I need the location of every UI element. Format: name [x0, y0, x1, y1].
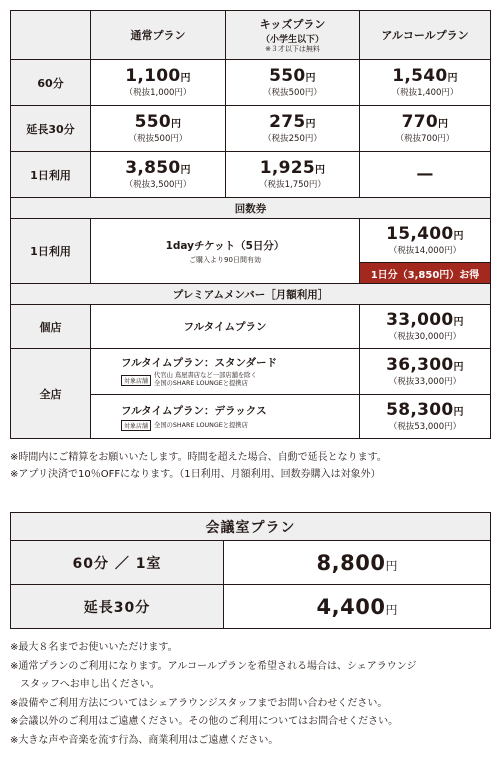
meeting-price-cell — [224, 585, 491, 629]
premium-plan-name: フルタイムプラン：スタンダード — [121, 357, 278, 369]
ticket-price-cell — [360, 219, 491, 263]
yen-unit: 円 — [180, 72, 191, 84]
ticket-section-title: 回数券 — [11, 198, 491, 219]
ticket-section-row — [11, 198, 491, 219]
yen-unit: 円 — [438, 118, 449, 130]
premium-plan-cell — [91, 349, 360, 395]
header-alcohol: アルコールプラン — [360, 11, 491, 60]
notes-top — [10, 449, 387, 483]
corner-cell — [11, 11, 91, 60]
premium-section-row — [11, 284, 491, 305]
premium-plan-cell — [91, 395, 360, 439]
meeting-row-extension — [11, 585, 491, 629]
tax-note: （税抜53,000円） — [388, 421, 462, 432]
price-cell-regular — [91, 106, 226, 152]
note-line: ※設備やご利用方法についてはシェアラウンジスタッフまでお問い合わせください。 — [10, 697, 388, 709]
premium-row-single — [11, 305, 491, 349]
price-cell-alcohol — [360, 106, 491, 152]
tax-note: （税抜1,000円） — [124, 87, 192, 98]
yen-unit: 円 — [305, 118, 316, 130]
meeting-row-label: 60分 ／ 1室 — [11, 541, 224, 585]
price-value: 1,925 — [259, 157, 315, 178]
price-value: 550 — [134, 111, 172, 132]
tax-note: （税抜1,400円） — [391, 87, 459, 98]
price-value: 33,000 — [386, 309, 454, 330]
price-value: 15,400 — [386, 223, 454, 244]
header-kids-sub: （小学生以下） — [260, 35, 324, 45]
price-value: 550 — [269, 65, 306, 86]
target-store-tag: 対象店舗 — [121, 375, 151, 386]
premium-plan-name: フルタイムプラン — [91, 305, 360, 349]
tax-note: （税抜14,000円） — [388, 245, 462, 256]
price-table — [10, 10, 491, 439]
header-regular: 通常プラン — [91, 11, 226, 60]
note-line: ※通常プランのご利用になります。アルコールプランを希望される場合は、シェアラウンジ — [10, 660, 417, 672]
note-line: ※大きな声や音楽を流す行為、商業利用はご遠慮ください。 — [10, 734, 279, 746]
header-kids-title: キッズプラン — [259, 18, 326, 31]
yen-unit: 円 — [171, 118, 182, 130]
meeting-header-row — [11, 513, 491, 541]
row-extension — [11, 106, 491, 152]
ticket-name: 1dayチケット（5日分） — [165, 239, 285, 252]
row-label: 60分 — [11, 60, 91, 106]
yen-unit: 円 — [385, 558, 398, 573]
tax-note: （税抜33,000円） — [388, 376, 462, 387]
meeting-price-cell — [224, 541, 491, 585]
not-available-dash: — — [416, 164, 434, 184]
price-value: 3,850 — [125, 157, 181, 178]
yen-unit: 円 — [453, 361, 464, 373]
tax-note: （税抜1,750円） — [259, 179, 326, 190]
meeting-row-60min — [11, 541, 491, 585]
meeting-row-label: 延長30分 — [11, 585, 224, 629]
row-1day — [11, 152, 491, 198]
price-value: 8,800 — [316, 550, 386, 575]
price-value: 58,300 — [386, 399, 454, 420]
ticket-label: 1日利用 — [11, 219, 91, 284]
tax-note: （税抜500円） — [263, 87, 322, 98]
yen-unit: 円 — [453, 230, 464, 242]
yen-unit: 円 — [385, 602, 398, 617]
premium-group-label: 全店 — [11, 349, 91, 439]
premium-plan-name: フルタイムプラン：デラックス — [121, 404, 267, 417]
note-line: ※アプリ決済で10％OFFになります。（1日利用、月額利用、回数券購入は対象外） — [10, 469, 381, 480]
meeting-room-table — [10, 512, 491, 629]
yen-unit: 円 — [447, 72, 458, 84]
price-cell-regular — [91, 152, 226, 198]
yen-unit: 円 — [305, 72, 316, 84]
target-store-tag: 対象店舗 — [121, 420, 151, 431]
meeting-title: 会議室プラン — [11, 513, 491, 541]
premium-section-title: プレミアムメンバー［月額利用］ — [11, 284, 491, 305]
target-store-text: 代官山 蔦屋書店など一部店舗を除く 全国のSHARE LOUNGEと提携店 — [154, 372, 257, 387]
price-cell-alcohol — [360, 152, 491, 198]
row-label: 1日利用 — [11, 152, 91, 198]
tax-note: （税抜3,500円） — [124, 179, 192, 190]
ticket-row — [11, 219, 491, 263]
header-kids-note: ※３才以下は無料 — [265, 45, 320, 53]
tax-note: （税抜500円） — [128, 133, 188, 144]
tax-note: （税抜250円） — [263, 133, 322, 144]
price-value: 1,540 — [392, 65, 448, 86]
deal-badge: 1日分（3,850円）お得 — [360, 263, 491, 284]
note-line: ※会議以外のご利用はご遠慮ください。その他のご利用についてはお問合せください。 — [10, 716, 399, 727]
premium-price-cell — [360, 305, 491, 349]
price-value: 36,300 — [386, 354, 454, 375]
ticket-name-cell — [91, 219, 360, 284]
header-row — [11, 11, 491, 60]
price-value: 275 — [269, 111, 306, 132]
note-line: ※時間内にご精算をお願いいたします。時間を超えた場合、自動で延長となります。 — [10, 452, 387, 463]
target-store-text: 全国のSHARE LOUNGEと提携店 — [154, 421, 248, 429]
notes-bottom — [10, 639, 417, 750]
header-kids — [226, 11, 360, 60]
note-line: スタッフへお申し出ください。 — [10, 679, 160, 690]
price-cell-kids — [226, 106, 360, 152]
yen-unit: 円 — [453, 406, 464, 418]
premium-row-standard — [11, 349, 491, 395]
premium-group-label: 個店 — [11, 305, 91, 349]
yen-unit: 円 — [453, 316, 464, 328]
price-value: 1,100 — [125, 65, 181, 86]
premium-price-cell — [360, 395, 491, 439]
price-cell-alcohol — [360, 60, 491, 106]
price-cell-kids — [226, 152, 360, 198]
price-cell-kids — [226, 60, 360, 106]
ticket-validity: ご購入より90日間有効 — [189, 255, 261, 264]
price-value: 4,400 — [316, 594, 386, 619]
yen-unit: 円 — [180, 164, 191, 176]
row-60min — [11, 60, 491, 106]
note-line: ※最大８名までお使いいただけます。 — [10, 642, 178, 653]
yen-unit: 円 — [314, 164, 326, 176]
tax-note: （税抜30,000円） — [388, 331, 462, 342]
price-value: 770 — [401, 111, 439, 132]
row-label: 延長30分 — [11, 106, 91, 152]
premium-price-cell — [360, 349, 491, 395]
tax-note: （税抜700円） — [395, 133, 455, 144]
price-cell-regular — [91, 60, 226, 106]
